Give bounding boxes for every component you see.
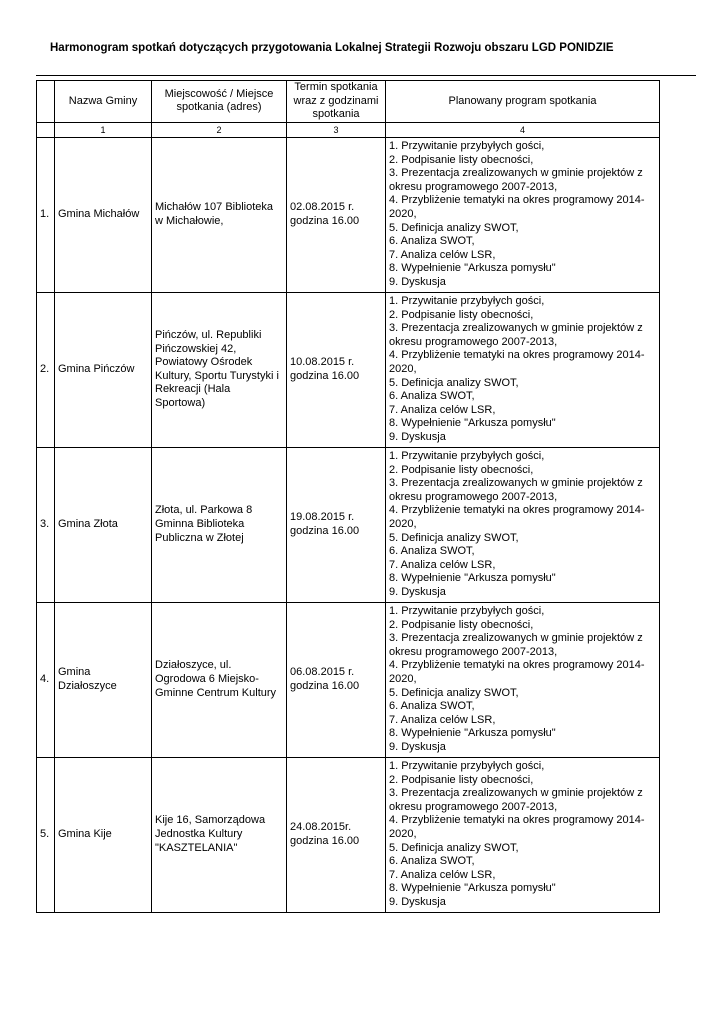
program-item: 7. Analiza celów LSR,	[389, 713, 496, 726]
gmina-name: Gmina Pińczów	[55, 292, 152, 447]
program-item: 2. Podpisanie listy obecności,	[389, 618, 534, 631]
gmina-name: Gmina Działoszyce	[55, 602, 152, 757]
program-item: 2. Podpisanie listy obecności,	[389, 153, 534, 166]
program-item: 5. Definicja analizy SWOT,	[389, 686, 519, 699]
header-gmina: Nazwa Gminy	[55, 81, 152, 123]
meeting-program	[386, 447, 660, 602]
program-item: 4. Przybliżenie tematyki na okres programowy 2014-2020,	[389, 659, 645, 685]
program-item: 5. Definicja analizy SWOT,	[389, 376, 519, 389]
program-item: 1. Przywitanie przybyłych gości,	[389, 760, 545, 773]
table-row	[37, 137, 660, 292]
program-item: 2. Podpisanie listy obecności,	[389, 308, 534, 321]
program-item: 6. Analiza SWOT,	[389, 235, 475, 248]
header-lp	[37, 81, 55, 123]
column-number: 3	[287, 122, 386, 137]
program-item: 8. Wypełnienie "Arkusza pomysłu"	[389, 417, 556, 430]
program-item: 9. Dyskusja	[389, 740, 446, 753]
program-item: 8. Wypełnienie "Arkusza pomysłu"	[389, 882, 556, 895]
program-item: 1. Przywitanie przybyłych gości,	[389, 140, 545, 153]
header-program: Planowany program spotkania	[386, 81, 660, 123]
meeting-program	[386, 137, 660, 292]
document-title: Harmonogram spotkań dotyczących przygotowania Lokalnej Strategii Rozwoju obszaru LGD PONIDZIE	[50, 42, 614, 54]
program-item: 3. Prezentacja zrealizowanych w gminie projektów z okresu programowego 2007-2013,	[389, 632, 643, 658]
row-number: 3.	[37, 447, 55, 602]
program-item: 4. Przybliżenie tematyki na okres programowy 2014-2020,	[389, 349, 645, 375]
meeting-term: 24.08.2015r. godzina 16.00	[287, 757, 386, 912]
header-place: Miejscowość / Miejsce spotkania (adres)	[152, 81, 287, 123]
program-item: 1. Przywitanie przybyłych gości,	[389, 450, 545, 463]
program-item: 3. Prezentacja zrealizowanych w gminie projektów z okresu programowego 2007-2013,	[389, 477, 643, 503]
program-item: 9. Dyskusja	[389, 430, 446, 443]
program-item: 1. Przywitanie przybyłych gości,	[389, 295, 545, 308]
gmina-name: Gmina Michałów	[55, 137, 152, 292]
program-item: 8. Wypełnienie "Arkusza pomysłu"	[389, 572, 556, 585]
program-item: 2. Podpisanie listy obecności,	[389, 463, 534, 476]
program-item: 6. Analiza SWOT,	[389, 390, 475, 403]
program-item: 2. Podpisanie listy obecności,	[389, 773, 534, 786]
program-item: 6. Analiza SWOT,	[389, 545, 475, 558]
program-item: 7. Analiza celów LSR,	[389, 248, 496, 261]
program-item: 3. Prezentacja zrealizowanych w gminie projektów z okresu programowego 2007-2013,	[389, 167, 643, 193]
program-item: 3. Prezentacja zrealizowanych w gminie projektów z okresu programowego 2007-2013,	[389, 787, 643, 813]
program-item: 5. Definicja analizy SWOT,	[389, 531, 519, 544]
row-number: 5.	[37, 757, 55, 912]
meeting-program	[386, 602, 660, 757]
column-number: 2	[152, 122, 287, 137]
table-row	[37, 757, 660, 912]
program-item: 9. Dyskusja	[389, 585, 446, 598]
program-item: 7. Analiza celów LSR,	[389, 868, 496, 881]
program-item: 4. Przybliżenie tematyki na okres programowy 2014-2020,	[389, 504, 645, 530]
program-item: 7. Analiza celów LSR,	[389, 403, 496, 416]
program-item: 9. Dyskusja	[389, 895, 446, 908]
meeting-place: Działoszyce, ul. Ogrodowa 6 Miejsko-Gminne Centrum Kultury	[152, 602, 287, 757]
column-number: 1	[55, 122, 152, 137]
schedule-table	[36, 80, 660, 913]
column-number-row	[37, 122, 660, 137]
row-number: 1.	[37, 137, 55, 292]
column-number-empty	[37, 122, 55, 137]
row-number: 2.	[37, 292, 55, 447]
gmina-name: Gmina Kije	[55, 757, 152, 912]
program-item: 5. Definicja analizy SWOT,	[389, 221, 519, 234]
meeting-place: Złota, ul. Parkowa 8 Gminna Biblioteka Publiczna w Złotej	[152, 447, 287, 602]
program-item: 9. Dyskusja	[389, 275, 446, 288]
meeting-term: 19.08.2015 r. godzina 16.00	[287, 447, 386, 602]
meeting-program	[386, 292, 660, 447]
table-row	[37, 292, 660, 447]
meeting-place: Pińczów, ul. Republiki Pińczowskiej 42, Powiatowy Ośrodek Kultury, Sportu Turystyki i Rekreacji (Hala Sportowa)	[152, 292, 287, 447]
program-item: 5. Definicja analizy SWOT,	[389, 841, 519, 854]
program-item: 6. Analiza SWOT,	[389, 700, 475, 713]
meeting-term: 02.08.2015 r. godzina 16.00	[287, 137, 386, 292]
program-item: 4. Przybliżenie tematyki na okres programowy 2014-2020,	[389, 194, 645, 220]
row-number: 4.	[37, 602, 55, 757]
program-item: 3. Prezentacja zrealizowanych w gminie projektów z okresu programowego 2007-2013,	[389, 322, 643, 348]
header-term: Termin spotkania wraz z godzinami spotkania	[287, 81, 386, 123]
program-item: 1. Przywitanie przybyłych gości,	[389, 605, 545, 618]
program-item: 6. Analiza SWOT,	[389, 855, 475, 868]
meeting-place: Michałów 107 Biblioteka w Michałowie,	[152, 137, 287, 292]
table-header-row	[37, 81, 660, 123]
meeting-term: 06.08.2015 r. godzina 16.00	[287, 602, 386, 757]
meeting-place: Kije 16, Samorządowa Jednostka Kultury "KASZTELANIA"	[152, 757, 287, 912]
table-row	[37, 447, 660, 602]
program-item: 4. Przybliżenie tematyki na okres programowy 2014-2020,	[389, 814, 645, 840]
meeting-program	[386, 757, 660, 912]
table-row	[37, 602, 660, 757]
program-item: 8. Wypełnienie "Arkusza pomysłu"	[389, 727, 556, 740]
column-number: 4	[386, 122, 660, 137]
gmina-name: Gmina Złota	[55, 447, 152, 602]
program-item: 7. Analiza celów LSR,	[389, 558, 496, 571]
program-item: 8. Wypełnienie "Arkusza pomysłu"	[389, 262, 556, 275]
title-rule	[36, 75, 696, 76]
meeting-term: 10.08.2015 r. godzina 16.00	[287, 292, 386, 447]
